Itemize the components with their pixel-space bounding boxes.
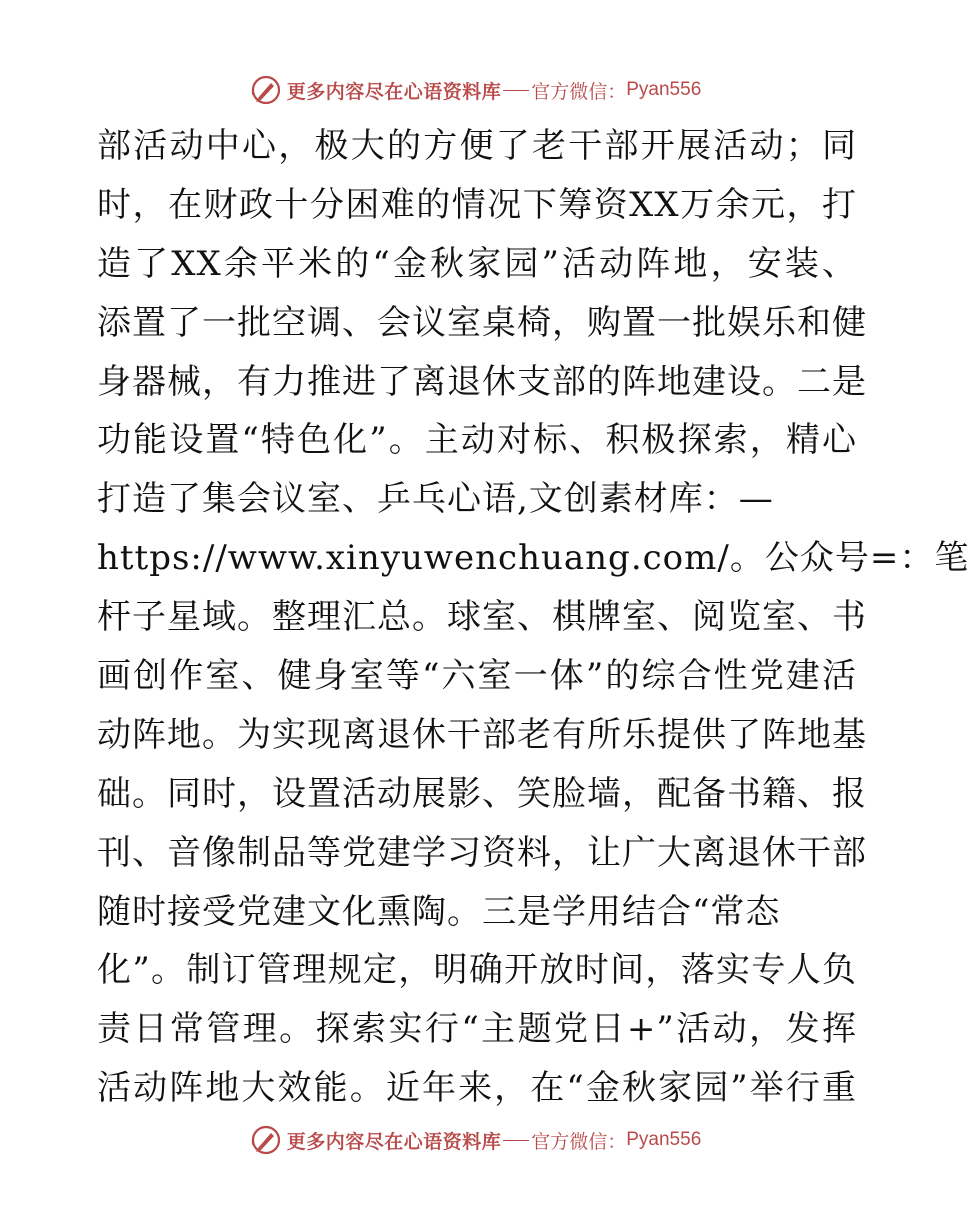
body-line: 活动阵地大效能。近年来，在“金秋家园”举行重 bbox=[97, 1068, 857, 1109]
body-line: 杆子星域。整理汇总。球室、棋牌室、阅览室、书 bbox=[97, 597, 867, 638]
body-line: 化”。制订管理规定，明确开放时间，落实专人负 bbox=[97, 950, 857, 991]
body-line: 责日常管理。探索实行“主题党日+”活动，发挥 bbox=[97, 1009, 857, 1050]
body-line: 时，在财政十分困难的情况下筹资XX万余元，打 bbox=[97, 184, 857, 225]
banner-slogan: 更多内容尽在心语资料库 bbox=[286, 1130, 502, 1153]
banner-official-label: 官方微信： bbox=[531, 1130, 627, 1153]
body-line: 刊、音像制品等党建学习资料，让广大离退休干部 bbox=[97, 832, 867, 873]
body-line-url: https://www.xinyuwenchuang.com/。公众号=：笔 bbox=[97, 538, 969, 579]
footer-banner bbox=[0, 1120, 950, 1160]
banner-official-label: 官方微信： bbox=[531, 80, 627, 103]
document-body bbox=[97, 117, 969, 1118]
banner-dash bbox=[503, 1140, 529, 1141]
banner-wechat-id: Pyan556 bbox=[626, 1129, 702, 1150]
body-line: 功能设置“特色化”。主动对标、积极探索，精心 bbox=[97, 420, 857, 461]
pen-logo-icon bbox=[249, 73, 283, 107]
banner-wechat-id: Pyan556 bbox=[626, 79, 702, 100]
body-line: 造了XX余平米的“金秋家园”活动阵地，安装、 bbox=[97, 243, 857, 284]
body-line: 动阵地。为实现离退休干部老有所乐提供了阵地基 bbox=[97, 714, 867, 755]
body-line: 身器械，有力推进了离退休支部的阵地建设。二是 bbox=[97, 361, 867, 402]
header-banner bbox=[0, 70, 950, 110]
body-line: 添置了一批空调、会议室桌椅，购置一批娱乐和健 bbox=[97, 302, 867, 343]
body-line: 础。同时，设置活动展影、笑脸墙，配备书籍、报 bbox=[97, 773, 867, 814]
body-line: 打造了集会议室、乒乓心语,文创素材库：— bbox=[97, 479, 774, 520]
body-line: 随时接受党建文化熏陶。三是学用结合“常态 bbox=[97, 891, 781, 932]
pen-logo-icon bbox=[249, 1123, 283, 1157]
banner-dash bbox=[503, 90, 529, 91]
banner-slogan: 更多内容尽在心语资料库 bbox=[286, 80, 502, 103]
body-line: 部活动中心，极大的方便了老干部开展活动；同 bbox=[97, 126, 857, 166]
body-line: 画创作室、健身室等“六室一体”的综合性党建活 bbox=[97, 656, 857, 697]
